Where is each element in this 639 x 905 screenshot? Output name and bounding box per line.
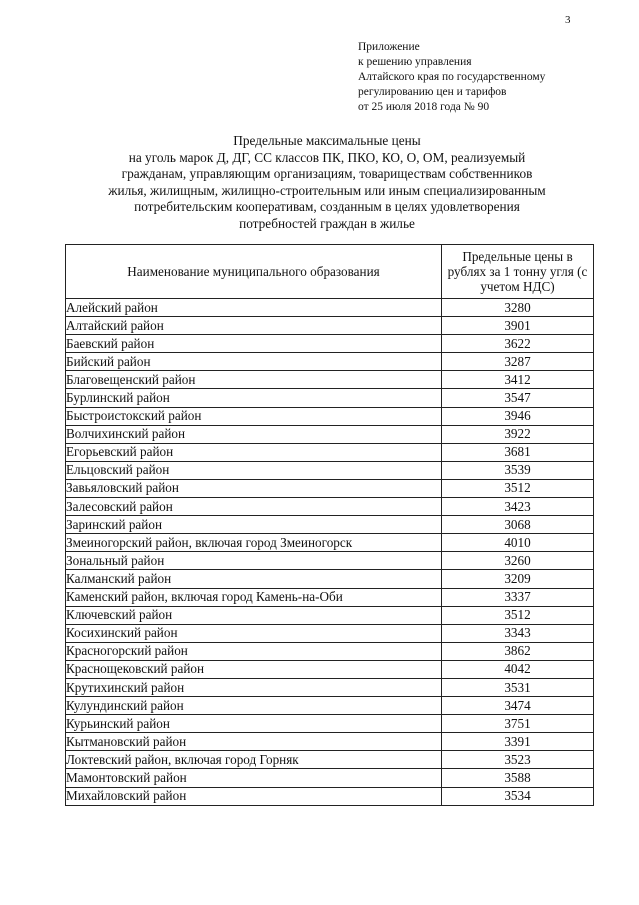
municipality-name: Змеиногорский район, включая город Змеиногорск [66,534,442,552]
municipality-name: Залесовский район [66,498,442,516]
municipality-name: Бийский район [66,353,442,371]
table-row [66,733,594,751]
municipality-name: Кулундинский район [66,697,442,715]
municipality-name: Курьинский район [66,715,442,733]
price-table [65,244,594,806]
municipality-name: Завьяловский район [66,479,442,497]
table-row [66,335,594,353]
price-value: 3531 [442,678,594,696]
title-line: гражданам, управляющим организациям, товариществам собственников [121,166,533,181]
title-line: жилья, жилищным, жилищно-строительным или иным специализированным [108,182,546,198]
table-row [66,317,594,335]
title-line: потребностей граждан в жилье [239,215,415,231]
municipality-name: Красногорский район [66,642,442,660]
price-value: 3622 [442,335,594,353]
price-value: 3922 [442,425,594,443]
price-value: 4010 [442,534,594,552]
table-row [66,570,594,588]
price-value: 3423 [442,498,594,516]
municipality-name: Быстроистокский район [66,407,442,425]
title-line: на уголь марок Д, ДГ, СС классов ПК, ПКО, КО, О, ОМ, реализуемый [128,149,526,165]
title-line: потребительским кооперативам, созданным в целях удовлетворения [134,199,520,214]
municipality-name: Краснощековский район [66,660,442,678]
municipality-name: Крутихинский район [66,678,442,696]
table-row [66,479,594,497]
price-value: 3391 [442,733,594,751]
municipality-name: Благовещенский район [66,371,442,389]
municipality-name: Косихинский район [66,624,442,642]
table-row [66,552,594,570]
price-value: 3588 [442,769,594,787]
price-value: 3512 [442,606,594,624]
municipality-name: Калманский район [66,570,442,588]
price-value: 3946 [442,407,594,425]
price-value: 3539 [442,461,594,479]
table-row [66,516,594,534]
table-row [66,769,594,787]
municipality-name: Егорьевский район [66,443,442,461]
price-value: 3260 [442,552,594,570]
price-value: 3681 [442,443,594,461]
table-row [66,697,594,715]
table-row [66,371,594,389]
price-value: 3287 [442,353,594,371]
table-row [66,498,594,516]
municipality-name: Локтевский район, включая город Горняк [66,751,442,769]
appendix-line: регулированию цен и тарифов [358,86,507,98]
table-row [66,299,594,317]
price-value: 3209 [442,570,594,588]
price-value: 3474 [442,697,594,715]
municipality-name: Бурлинский район [66,389,442,407]
municipality-name: Алтайский район [66,317,442,335]
appendix-line: Алтайского края по государственному [358,71,546,83]
price-value: 3280 [442,299,594,317]
municipality-name: Волчихинский район [66,425,442,443]
price-value: 3523 [442,751,594,769]
table-row [66,461,594,479]
price-value: 3337 [442,588,594,606]
municipality-name: Ключевский район [66,606,442,624]
municipality-name: Алейский район [66,299,442,317]
price-value: 3068 [442,516,594,534]
municipality-name: Ельцовский район [66,461,442,479]
table-row [66,353,594,371]
municipality-name: Каменский район, включая город Камень-на-Оби [66,588,442,606]
table-row [66,389,594,407]
municipality-name: Баевский район [66,335,442,353]
table-row [66,751,594,769]
price-value: 3343 [442,624,594,642]
header-municipality: Наименование муниципального образования [66,245,442,299]
table-row [66,715,594,733]
municipality-name: Заринский район [66,516,442,534]
price-value: 3547 [442,389,594,407]
document-title [62,133,592,232]
appendix-line: Приложение [358,41,420,53]
municipality-name: Михайловский район [66,787,442,805]
price-value: 3901 [442,317,594,335]
table-row [66,642,594,660]
appendix-line: к решению управления [358,56,472,68]
price-value: 3862 [442,642,594,660]
appendix-line: от 25 июля 2018 года № 90 [358,101,490,113]
header-price: Предельные цены в рублях за 1 тонну угля (с учетом НДС) [442,245,594,299]
price-value: 3512 [442,479,594,497]
table-row [66,606,594,624]
table-header-row [66,245,594,299]
price-value: 3751 [442,715,594,733]
table-row [66,588,594,606]
table-row [66,443,594,461]
municipality-name: Мамонтовский район [66,769,442,787]
price-value: 3534 [442,787,594,805]
table-row [66,624,594,642]
municipality-name: Зональный район [66,552,442,570]
page-number: 3 [565,14,571,26]
title-line: Предельные максимальные цены [233,133,421,148]
table-row [66,660,594,678]
municipality-name: Кытмановский район [66,733,442,751]
table-row [66,678,594,696]
table-row [66,425,594,443]
table-row [66,534,594,552]
table-row [66,787,594,805]
price-value: 4042 [442,660,594,678]
price-value: 3412 [442,371,594,389]
appendix-block [358,40,545,115]
table-row [66,407,594,425]
